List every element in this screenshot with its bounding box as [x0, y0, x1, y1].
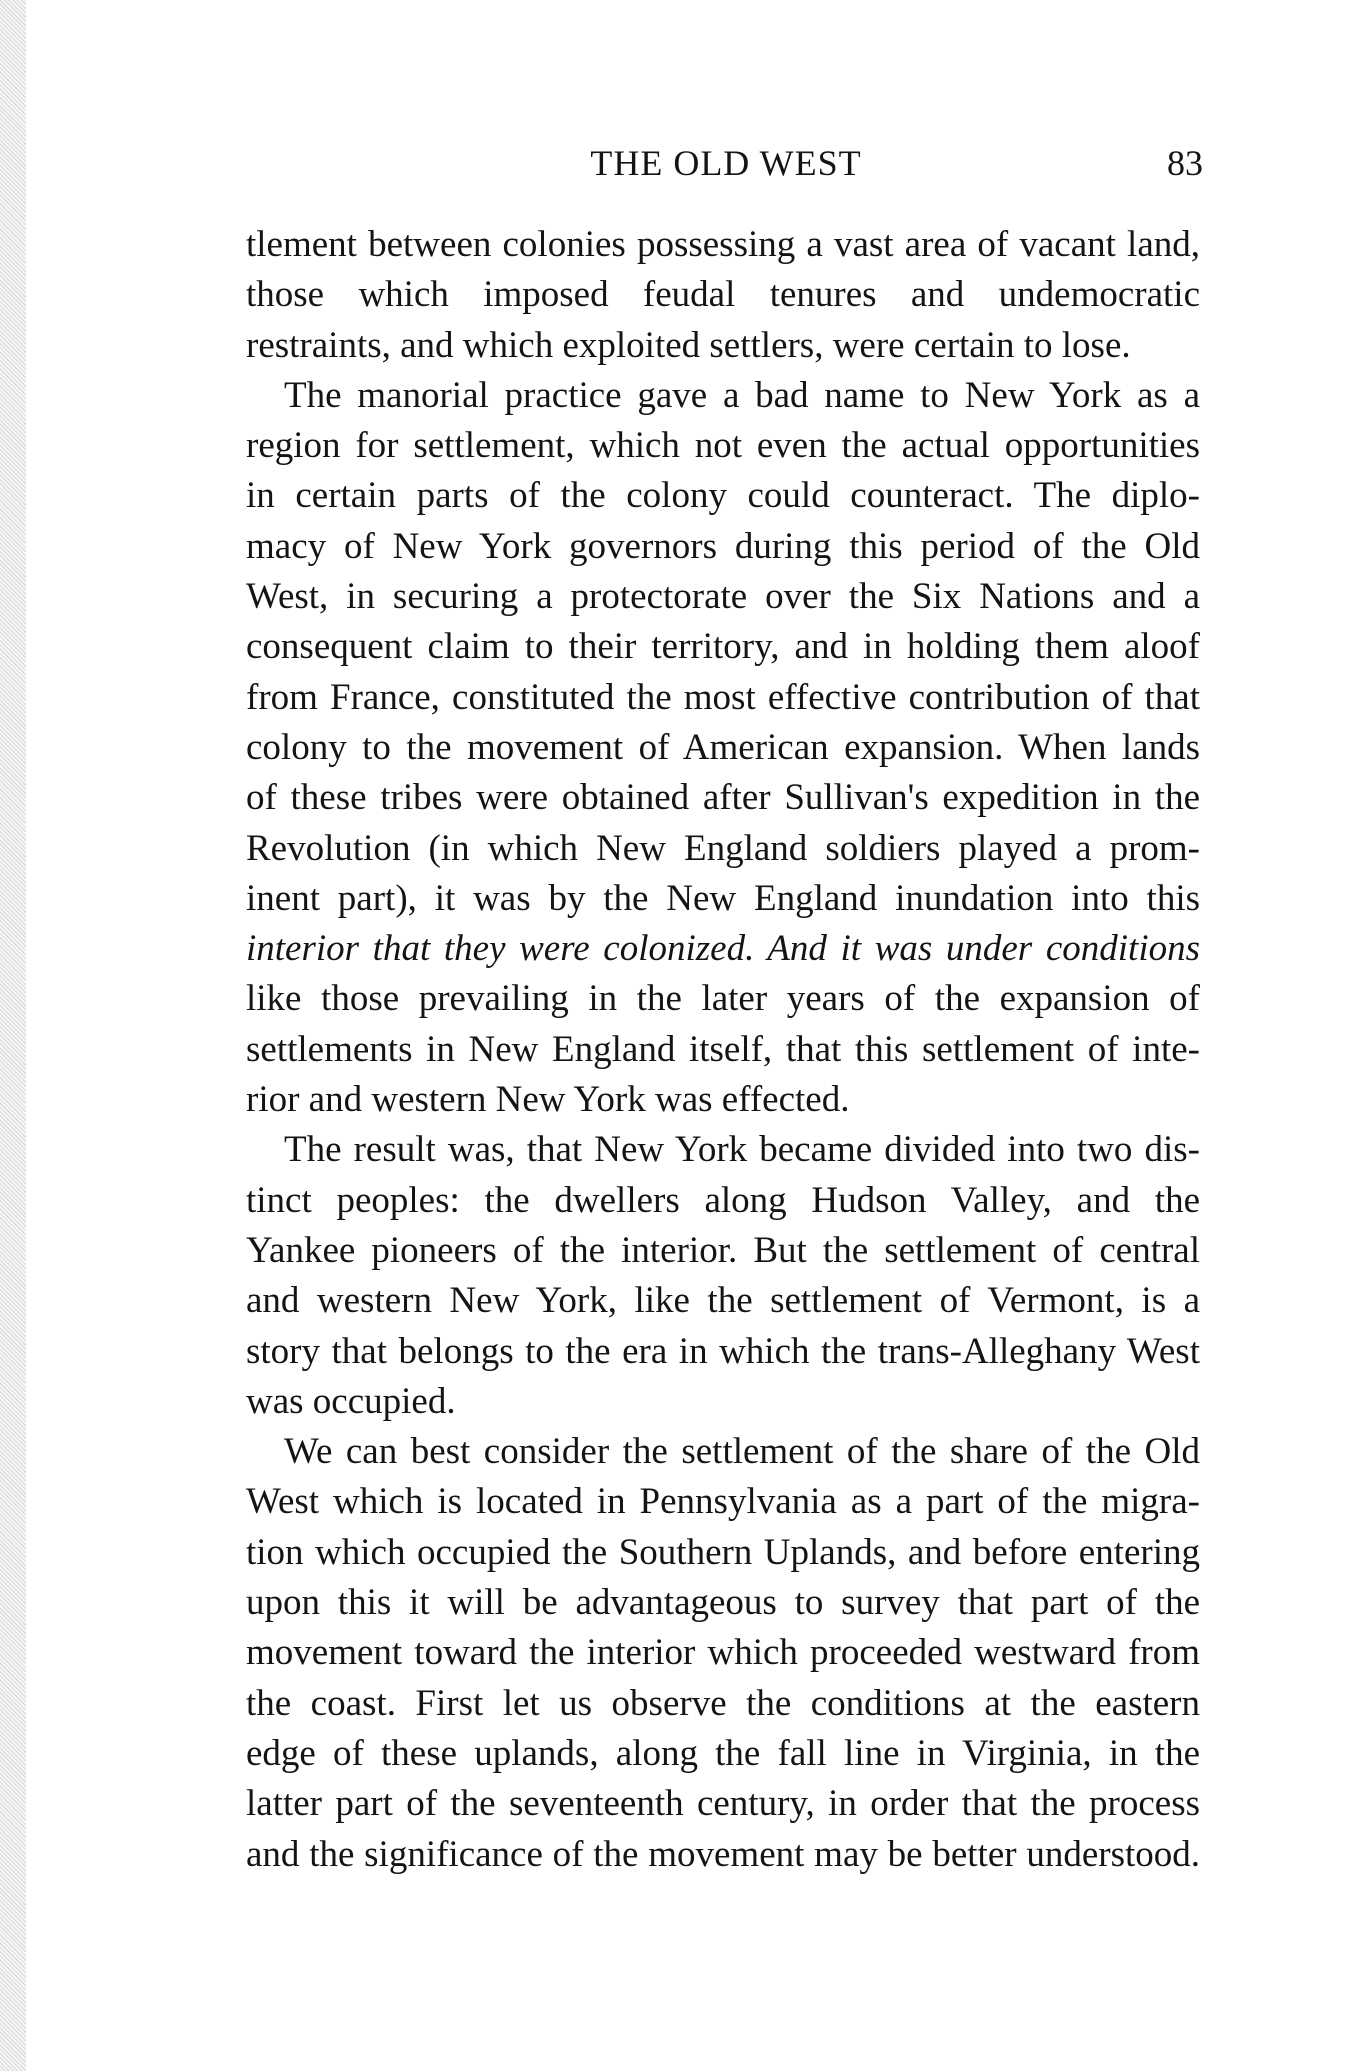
text-line: restraints, and which exploited settlers, were certain to lose.: [246, 324, 1131, 366]
text-line: macy of New York governors during this period of the Old: [246, 525, 1200, 567]
text-line: We can best consider the settlement of the share of the Old: [284, 1431, 1200, 1473]
text-line: tion which occupied the Southern Uplands, and before entering: [246, 1531, 1200, 1573]
text-line: The result was, that New York became divided into two dis-: [284, 1129, 1200, 1171]
text-line: Yankee pioneers of the interior. But the settlement of central: [246, 1229, 1200, 1271]
text-line: movement toward the interior which proceeded westward from: [246, 1632, 1200, 1674]
text-line: The manorial practice gave a bad name to New York as a: [284, 374, 1200, 416]
text-line: edge of these uplands, along the fall line in Virginia, in the: [246, 1732, 1200, 1774]
text-line: tinct peoples: the dwellers along Hudson Valley, and the: [246, 1179, 1200, 1221]
running-title: THE OLD WEST: [590, 143, 862, 183]
text-line: latter part of the seventeenth century, in order that the process: [246, 1783, 1200, 1825]
text-line: the coast. First let us observe the conditions at the eastern: [246, 1682, 1200, 1724]
running-head: [249, 140, 1203, 186]
text-line: inent part), it was by the New England inundation into this: [246, 877, 1200, 919]
scan-gutter: [0, 0, 26, 2071]
text-line: tlement between colonies possessing a vast area of vacant land,: [246, 224, 1200, 265]
body-text: [246, 220, 1200, 1880]
text-line: upon this it will be advantageous to survey that part of the: [246, 1582, 1200, 1624]
text-line: story that belongs to the era in which the trans-Alleghany West: [246, 1330, 1200, 1372]
text-line: region for settlement, which not even the actual opportunities: [246, 425, 1200, 467]
italic-text: interior that they were colonized. And it was under conditions: [246, 928, 1200, 970]
text-line: Revolution (in which New England soldiers played a prom-: [246, 827, 1200, 869]
text-line: and the significance of the movement may be better understood.: [246, 1833, 1200, 1875]
page-number: 83: [1167, 143, 1203, 183]
text-line: was occupied.: [246, 1380, 456, 1422]
text-line: settlements in New England itself, that this settlement of inte-: [246, 1028, 1200, 1070]
text-line: those which imposed feudal tenures and undemocratic: [246, 274, 1200, 316]
text-line: from France, constituted the most effective contribution of that: [246, 676, 1200, 718]
text-line: and western New York, like the settlement of Vermont, is a: [246, 1280, 1200, 1322]
text-line: like those prevailing in the later years of the expansion of: [246, 978, 1200, 1020]
text-line: West, in securing a protectorate over the Six Nations and a: [246, 576, 1200, 618]
text-line: consequent claim to their territory, and in holding them aloof: [246, 626, 1200, 668]
text-line: West which is located in Pennsylvania as a part of the migra-: [246, 1481, 1200, 1523]
text-line: in certain parts of the colony could counteract. The diplo-: [246, 475, 1200, 517]
text-line: rior and western New York was effected.: [246, 1079, 850, 1121]
text-line: of these tribes were obtained after Sullivan's expedition in the: [246, 777, 1200, 819]
text-line: colony to the movement of American expansion. When lands: [246, 726, 1200, 768]
text-line: [246, 924, 1200, 974]
